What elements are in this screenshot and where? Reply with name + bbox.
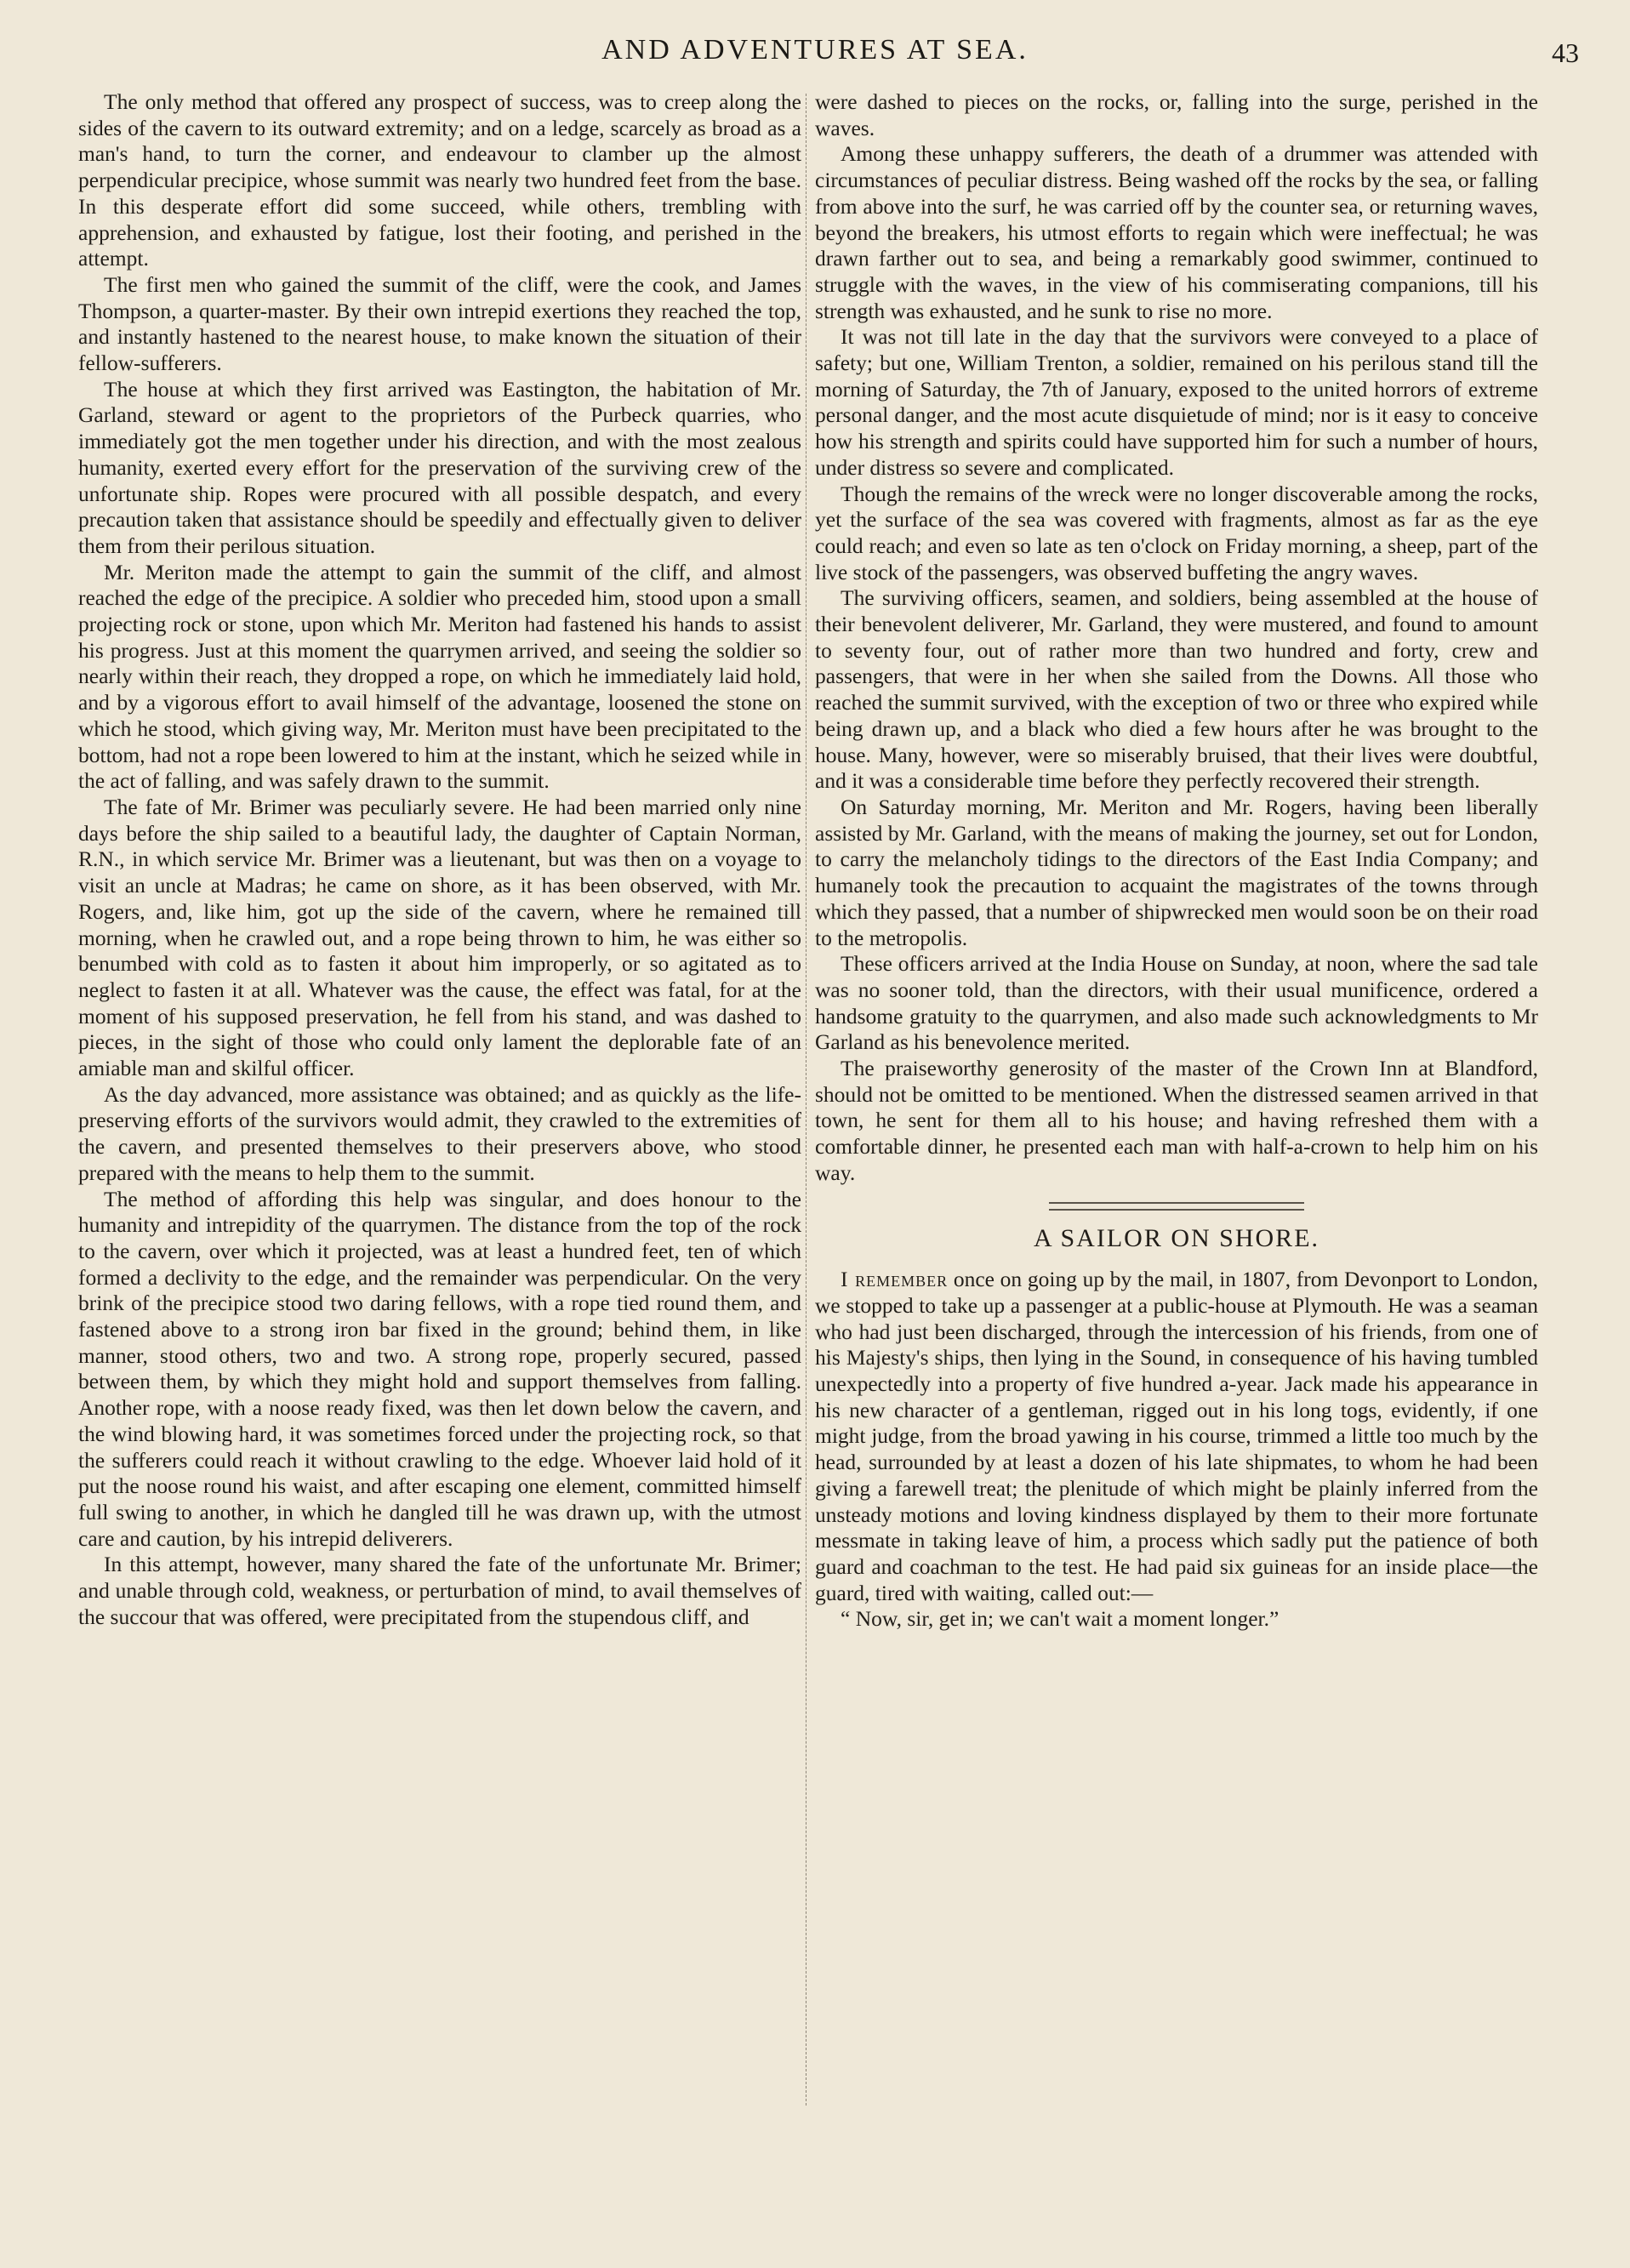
page-number: 43	[1552, 37, 1579, 68]
right-column	[815, 89, 1538, 1633]
section-title: A SAILOR ON SHORE.	[1033, 1223, 1320, 1252]
section-divider	[1049, 1202, 1304, 1211]
section-paragraph-text: once on going up by the mail, in 1807, from Devonport to London, we stopped to take up a passenger at a public-house at Plymouth. He was a seaman who had just been discharged, through the intercession of his friends, from one of his Majesty's ships, then lying in the Sound, in consequence of his having tumbled unexpectedly into a property of five hundred a-year. Jack made his appearance in his new character of a gentleman, rigged out in his long togs, evidently, if one might judge, from the broad yawing in his course, trimmed a little too much by the head, surrounded by at least a dozen of his late shipmates, to whom he had been giving a farewell treat; the plenitude of which might be plainly inferred from the unsteady motions and loving kindness displayed by them to their more fortunate messmate in taking leave of him, a process which sadly put the patience of both guard and coachman to the test. He had paid six guineas for an inside place—the guard, tired with waiting, called out:—	[815, 1267, 1538, 1605]
paragraph: The surviving officers, seamen, and soldiers, being assembled at the house of their benevolent deliverer, Mr. Garland, they were mustered, and found to amount to seventy four, out of rather more than two hundred and forty, crew and passengers, that were in her when she sailed from the Downs. All those who reached the summit survived, with the exception of two or three who expired while being drawn up, and a black who died a few hours after he was brought to the house. Many, however, were so miserably bruised, that their lives were doubtful, and it was a considerable time before they perfectly recovered their strength.	[815, 585, 1538, 794]
paragraph: These officers arrived at the India House on Sunday, at noon, where the sad tale was no sooner told, than the directors, with their usual munificence, ordered a handsome gratuity to the quarrymen, and also made such acknowledgments to Mr Garland as his benevolence merited.	[815, 951, 1538, 1055]
section-paragraph	[815, 1267, 1538, 1606]
paragraph: On Saturday morning, Mr. Meriton and Mr. Rogers, having been liberally assisted by Mr. Garland, with the means of making the journey, set out for London, to carry the melancholy tidings to the directors of the East India Company; and humanely took the precaution to acquaint the magistrates of the towns through which they passed, that a number of shipwrecked men would soon be on their road to the metropolis.	[815, 794, 1538, 950]
section-lead-words: I remember	[841, 1267, 949, 1292]
running-head: AND ADVENTURES AT SEA.	[601, 34, 1029, 66]
paragraph: The method of affording this help was singular, and does honour to the humanity and intrepidity of the quarrymen. The distance from the top of the rock to the cavern, over which it projected, was at least a hundred feet, ten of which formed a declivity to the edge, and the remainder was perpendicular. On the very brink of the precipice stood two daring fellows, with a rope tied round them, and fastened above to a strong iron bar fixed in the ground; behind them, in like manner, stood others, two and two. A strong rope, properly secured, passed between them, by which they might hold and support themselves from falling. Another rope, with a noose ready fixed, was then let down below the cavern, and the wind blowing hard, it was sometimes forced under the projecting rock, so that the sufferers could reach it without crawling to the edge. Whoever laid hold of it put the noose round his waist, and after escaping one element, committed himself full swing to another, in which he dangled till he was drawn up, with the utmost care and caution, by his intrepid deliverers.	[78, 1186, 801, 1551]
paragraph: Mr. Meriton made the attempt to gain the summit of the cliff, and almost reached the edge of the precipice. A soldier who preceded him, stood upon a small projecting rock or stone, upon which Mr. Meriton had fastened his hands to assist his progress. Just at this moment the quarrymen arrived, and seeing the soldier so nearly within their reach, they dropped a rope, on which he immediately laid hold, and by a vigorous effort to avail himself of the advantage, loosened the stone on which he stood, which giving way, Mr. Meriton must have been precipitated to the bottom, had not a rope been lowered to him at the instant, which he seized while in the act of falling, and was safely drawn to the summit.	[78, 559, 801, 794]
left-column	[78, 89, 801, 1630]
paragraph: Among these unhappy sufferers, the death of a drummer was attended with circumstances of peculiar distress. Being washed off the rocks by the sea, or falling from above into the surf, he was carried off by the counter sea, or returning waves, beyond the breakers, his utmost efforts to regain which were ineffectual; he was drawn farther out to sea, and being a remarkably good swimmer, continued to struggle with the waves, in the view of his commiserating companions, till his strength was exhausted, and he sunk to rise no more.	[815, 141, 1538, 323]
paragraph: The first men who gained the summit of the cliff, were the cook, and James Thompson, a quarter-master. By their own intrepid exertions they reached the top, and instantly hastened to the nearest house, to make known the situation of their fellow-sufferers.	[78, 271, 801, 376]
paragraph: As the day advanced, more assistance was obtained; and as quickly as the life-preserving efforts of the survivors would admit, they crawled to the extremities of the cavern, and presented themselves to their preservers above, who stood prepared with the means to help them to the summit.	[78, 1081, 801, 1185]
paragraph: In this attempt, however, many shared the fate of the unfortunate Mr. Brimer; and unable through cold, weakness, or perturbation of mind, to avail themselves of the succour that was offered, were precipitated from the stupendous cliff, and	[78, 1552, 801, 1629]
paragraph: It was not till late in the day that the survivors were conveyed to a place of safety; but one, William Trenton, a soldier, remained on his perilous stand till the morning of Saturday, the 7th of January, exposed to the united horrors of extreme personal danger, and the most acute disquietude of mind; nor is it easy to conceive how his strength and spirits could have supported him for such a number of hours, under distress so severe and complicated.	[815, 324, 1538, 480]
paragraph: The praiseworthy generosity of the master of the Crown Inn at Blandford, should not be omitted to be mentioned. When the distressed seamen arrived in that town, he sent for them all to his house; and having refreshed them with a comfortable dinner, he presented each man with half-a-crown to help him on his way.	[815, 1056, 1538, 1185]
paragraph: The house at which they first arrived was Eastington, the habitation of Mr. Garland, steward or agent to the proprietors of the Purbeck quarries, who immediately got the men together under his direction, and with the most zealous humanity, exerted every effort for the preservation of the surviving crew of the unfortunate ship. Ropes were procured with all possible despatch, and every precaution taken that assistance should be speedily and effectually given to deliver them from their perilous situation.	[78, 376, 801, 558]
paragraph: The only method that offered any prospect of success, was to creep along the sides of the cavern to its outward extremity; and on a ledge, scarcely as broad as a man's hand, to turn the corner, and endeavour to clamber up the almost perpendicular precipice, whose summit was nearly two hundred feet from the base. In this desperate effort did some succeed, while others, trembling with apprehension, and exhausted by fatigue, lost their footing, and perished in the attempt.	[78, 89, 801, 271]
paragraph: were dashed to pieces on the rocks, or, falling into the surge, perished in the waves.	[815, 89, 1538, 140]
paragraph: The fate of Mr. Brimer was peculiarly severe. He had been married only nine days before the ship sailed to a beautiful lady, the daughter of Captain Norman, R.N., in which service Mr. Brimer was a lieutenant, but was then on a voyage to visit an uncle at Madras; he came on shore, as it has been observed, with Mr. Rogers, and, like him, got up the side of the cavern, where he remained till morning, when he crawled out, and a rope being thrown to him, he was either so benumbed with cold as to fasten it about him improperly, or so agitated as to neglect to fasten it at all. Whatever was the cause, the effect was fatal, for at the moment of his supposed preservation, he fell from his stand, and was dashed to pieces, in the sight of those who could only lament the deplorable fate of an amiable man and skilful officer.	[78, 794, 801, 1081]
closing-quote: “ Now, sir, get in; we can't wait a moment longer.”	[841, 1606, 1279, 1632]
paragraph: Though the remains of the wreck were no longer discoverable among the rocks, yet the surface of the sea was covered with fragments, almost as far as the eye could reach; and even so late as ten o'clock on Friday morning, a sheep, part of the live stock of the passengers, was observed buffeting the angry waves.	[815, 481, 1538, 584]
